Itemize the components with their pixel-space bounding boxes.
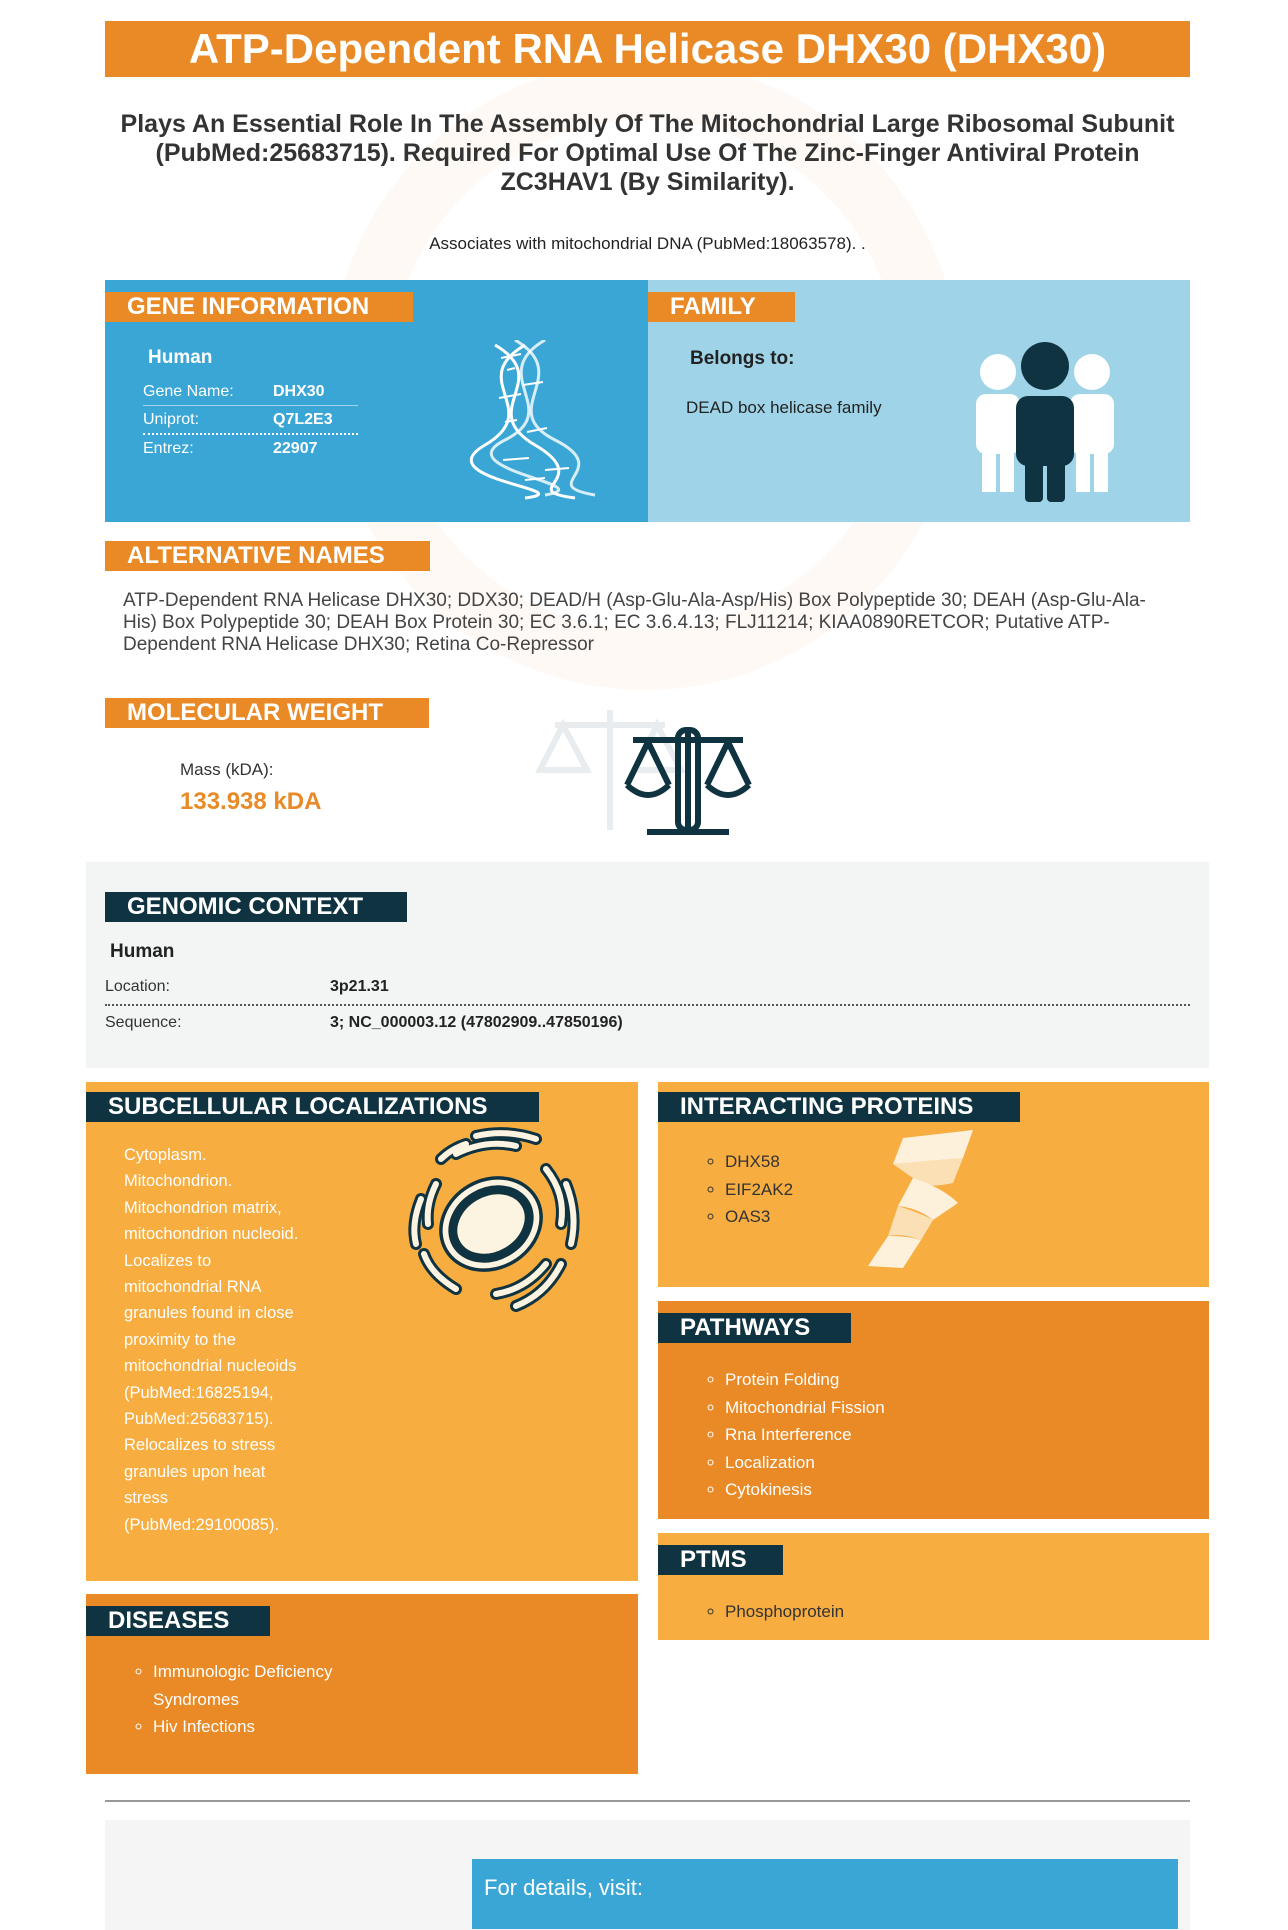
ptms-panel xyxy=(658,1533,1209,1640)
subcellular-line: (PubMed:29100085). xyxy=(124,1515,280,1534)
location-label: Location: xyxy=(105,978,170,995)
ptms-list-wrap xyxy=(703,1598,844,1626)
subcellular-line: (PubMed:16825194, xyxy=(124,1383,274,1402)
family-value: DEAD box helicase family xyxy=(686,398,882,417)
uniprot-label: Uniprot: xyxy=(143,411,200,428)
pathway-item: ◦ Cytokinesis xyxy=(725,1476,885,1504)
association-note: Associates with mitochondrial DNA (PubMed:18063578). . xyxy=(429,234,866,253)
balance-scale-icon xyxy=(535,700,765,840)
genomic-context-heading: GENOMIC CONTEXT xyxy=(105,892,407,922)
sequence-label: Sequence: xyxy=(105,1014,182,1031)
pathways-list-wrap xyxy=(703,1366,885,1504)
gene-information-heading: GENE INFORMATION xyxy=(105,292,413,322)
footer-divider xyxy=(105,1800,1190,1802)
ptm-item: ◦ Phosphoprotein xyxy=(725,1598,844,1626)
sequence-value: 3; NC_000003.12 (47802909..47850196) xyxy=(330,1014,623,1031)
uniprot-row xyxy=(143,406,358,435)
protein-ribbon-icon xyxy=(863,1128,1003,1273)
subcellular-line: Mitochondrion matrix, xyxy=(124,1198,282,1217)
family-panel xyxy=(648,280,1190,522)
disease-item: ◦ Hiv Infections xyxy=(153,1713,371,1741)
entrez-value: 22907 xyxy=(273,440,318,457)
pathways-panel xyxy=(658,1301,1209,1519)
function-summary: Plays An Essential Role In The Assembly Of The Mitochondrial Large Ribosomal Subunit (PubMed:25683715). Required For Optimal Use Of The Zinc-Finger Antiviral Protein ZC3HAV1 (By Similarity). xyxy=(120,110,1175,196)
subcellular-line: Mitochondrion. xyxy=(124,1172,233,1191)
details-label: For details, visit: xyxy=(484,1875,643,1900)
gene-organism: Human xyxy=(148,347,213,368)
interacting-proteins-panel xyxy=(658,1082,1209,1287)
alternative-names-text: ATP-Dependent RNA Helicase DHX30; DDX30; DEAD/H (Asp-Glu-Ala-Asp/His) Box Polypeptide 30; DEAH (Asp-Glu-Ala-His) Box Polypeptide 30; DEAH Box Protein 30; EC 3.6.1; EC 3.6.4.13; FLJ11214; KIAA0890RETCOR; Putative ATP-Dependent RNA Helicase DHX30; Retina Co-Repressor xyxy=(123,590,1146,655)
ptms-heading: PTMS xyxy=(658,1545,783,1575)
gene-info-table xyxy=(143,378,358,462)
family-belongs-label: Belongs to: xyxy=(690,348,795,369)
subcellular-line: mitochondrial nucleoids xyxy=(124,1357,297,1376)
diseases-list xyxy=(131,1658,371,1741)
dna-helix-icon xyxy=(465,340,605,500)
subcellular-text xyxy=(124,1142,324,1538)
disease-item: ◦ Immunologic Deficiency Syndromes xyxy=(153,1658,371,1713)
diseases-heading: DISEASES xyxy=(86,1606,270,1636)
subcellular-line: mitochondrion nucleoid. xyxy=(124,1225,299,1244)
genomic-context-panel xyxy=(86,862,1209,1068)
diseases-panel xyxy=(86,1594,638,1774)
ptms-list xyxy=(703,1598,844,1626)
uniprot-value: Q7L2E3 xyxy=(273,411,333,428)
pathways-list xyxy=(703,1366,885,1504)
subcellular-line: granules upon heat xyxy=(124,1462,266,1481)
subcellular-localizations-panel xyxy=(86,1082,638,1581)
subcellular-line: mitochondrial RNA xyxy=(124,1278,262,1297)
diseases-list-wrap xyxy=(131,1658,371,1741)
subcellular-line: Cytoplasm. xyxy=(124,1146,207,1164)
entrez-label: Entrez: xyxy=(143,440,194,457)
subcellular-heading: SUBCELLULAR LOCALIZATIONS xyxy=(86,1092,539,1122)
alternative-names-heading: ALTERNATIVE NAMES xyxy=(105,541,430,571)
genomic-organism: Human xyxy=(110,941,175,962)
sequence-row xyxy=(105,1006,1190,1040)
interacting-protein-item: ◦ DHX58 xyxy=(725,1148,793,1176)
subcellular-line: granules found in close xyxy=(124,1304,294,1323)
location-row xyxy=(105,970,1190,1006)
pathway-item: ◦ Rna Interference xyxy=(725,1421,885,1449)
subcellular-line: PubMed:25683715). xyxy=(124,1410,274,1429)
family-heading: FAMILY xyxy=(648,292,795,322)
mitochondrion-icon xyxy=(396,1124,586,1314)
mass-label: Mass (kDA): xyxy=(180,760,274,779)
interacting-protein-item: ◦ EIF2AK2 xyxy=(725,1176,793,1204)
pathway-item: ◦ Protein Folding xyxy=(725,1366,885,1394)
entrez-row xyxy=(143,435,358,462)
gene-name-value: DHX30 xyxy=(273,383,325,400)
subcellular-line: proximity to the xyxy=(124,1330,236,1349)
mass-value: 133.938 kDA xyxy=(180,788,322,815)
subcellular-line: stress xyxy=(124,1489,169,1508)
gene-name-label: Gene Name: xyxy=(143,383,234,400)
pathways-heading: PATHWAYS xyxy=(658,1313,851,1343)
subcellular-line: Relocalizes to stress xyxy=(124,1436,276,1455)
interacting-proteins-list xyxy=(703,1148,793,1231)
pathway-item: ◦ Localization xyxy=(725,1449,885,1477)
interacting-protein-item: ◦ OAS3 xyxy=(725,1203,793,1231)
interacting-proteins-list-wrap xyxy=(703,1148,793,1231)
location-value: 3p21.31 xyxy=(330,978,389,995)
subcellular-line: Localizes to xyxy=(124,1251,212,1270)
gene-information-panel xyxy=(105,280,648,522)
interacting-proteins-heading: INTERACTING PROTEINS xyxy=(658,1092,1020,1122)
gene-name-row xyxy=(143,378,358,406)
page-title: ATP-Dependent RNA Helicase DHX30 (DHX30) xyxy=(105,21,1190,77)
people-group-icon xyxy=(970,342,1120,502)
pathway-item: ◦ Mitochondrial Fission xyxy=(725,1394,885,1422)
molecular-weight-heading: MOLECULAR WEIGHT xyxy=(105,698,429,728)
